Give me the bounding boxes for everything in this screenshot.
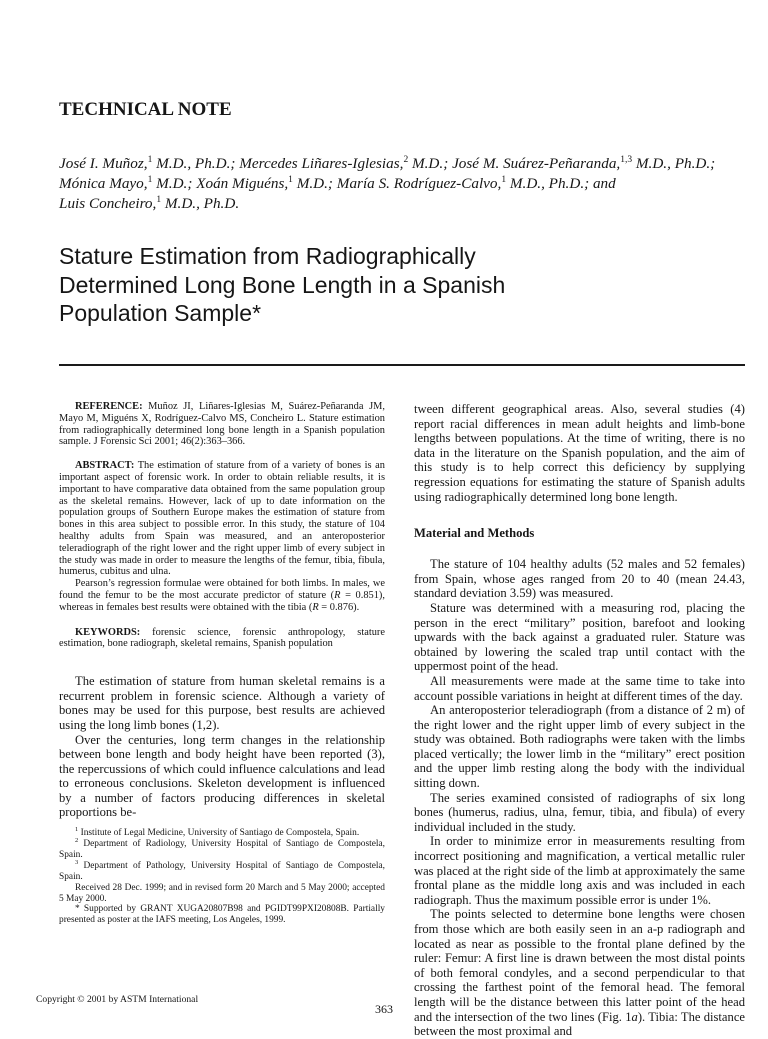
r-symbol: R [334,589,341,601]
right-column [414,402,745,1039]
section-label: TECHNICAL NOTE [59,99,232,120]
footnote-marker: 1 [75,825,79,833]
abstract-paragraph-2 [59,578,385,613]
abstract-text: The estimation of stature from of a variety of bones is an important aspect of forensic work. In order to obtain reliable results, it is important to have comparative data obtained from the same population group as the skeletal remains. However, lack of up to date information on the population groups of Southern Europe makes the estimation of stature from bones in this area subject to possible error. In this study, the stature of 104 healthy adults from Spain was measured, and an anteroposterior teleradiograph of the right lower and the right upper limb of every subject in the study was made in order to measure the lengths of the femur, tibia, fibula, humerus, cubitus and ulna. [59,460,385,578]
author-degrees: M.D.; [152,175,197,192]
author-name: Xoán Miguéns, [196,175,289,192]
section-heading: Material and Methods [414,526,535,541]
received-note: Received 28 Dec. 1999; and in revised form 20 March and 5 May 2000; accepted 5 May 2000. [59,882,385,904]
methods-paragraph: The series examined consisted of radiographs of six long bones (humerus, radius, ulna, femur, tibia, and fibula) of every individual included in the study. [414,790,745,834]
author-name: José I. Muñoz, [59,155,148,172]
footnotes [59,825,385,926]
reference-text: Muñoz JI, Liñares-Iglesias M, Suárez-Peñaranda JM, Mayo M, Miguéns X, Rodríguez-Calvo MS, Concheiro L. Stature estimation from radiographically determined long bone length in a Spanish population sample. J Forensic Sci 2001; 46(2):363–366. [59,401,385,448]
left-column [59,401,385,926]
intro-paragraph: The estimation of stature from human skeletal remains is a recurrent problem in forensic science. Although a variety of bones may be used for this purpose, best results are achieved using the long limb bones (1,2). [59,674,385,732]
support-note: * Supported by GRANT XUGA20807B98 and PGIDT99PXI20808B. Partially presented as poster at the IAFS meeting, Los Angeles, 1999. [59,904,385,926]
footnote-text: Department of Pathology, University Hospital of Santiago de Compostela, Spain. [59,860,385,882]
methods-text: ). Tibia: The distance between the most proximal and [414,1009,745,1039]
affiliation-marker: 2 [403,154,409,165]
footnote-marker: 2 [75,836,79,844]
keywords-text: forensic science, forensic anthropology, stature estimation, bone radiograph, skeletal remains, Spanish population [59,626,385,650]
affiliation-marker: 1 [147,154,153,165]
abstract-text: = 0.851), whereas in females best results were obtained with the tibia ( [59,589,385,613]
author-degrees: M.D.; [408,155,453,172]
title-line: Determined Long Bone Length in a Spanish [59,271,506,298]
figure-reference[interactable]: a [631,1009,638,1024]
reference-block [59,401,385,448]
abstract-text: = 0.876). [318,601,360,613]
keywords-block [59,627,385,651]
author-name: Mónica Mayo, [59,175,148,192]
methods-paragraph [414,907,745,1038]
title-divider [59,364,745,366]
footnote-text: Institute of Legal Medicine, University of Santiago de Compostela, Spain. [78,828,360,839]
author-degrees: M.D., Ph.D.; [632,155,716,172]
copyright-notice: Copyright © 2001 by ASTM International [36,994,199,1005]
methods-paragraph: The stature of 104 healthy adults (52 males and 52 females) from Spain, whose ages ranged from 20 to 40 (mean 24.43, standard deviation 3.59) was measured. [414,557,745,601]
abstract-block [59,460,385,578]
author-name: José M. Suárez-Peñaranda, [452,155,621,172]
footnote [59,836,385,861]
author-name: María S. Rodríguez-Calvo, [336,175,502,192]
r-symbol: R [312,601,319,613]
keywords-label: KEYWORDS: [75,626,141,638]
page-number: 363 [375,1002,393,1016]
reference-label: REFERENCE: [75,401,143,412]
abstract-text: Pearson’s regression formulae were obtained for both limbs. In males, we found the femur to be the most accurate predictor of stature ( [59,578,385,601]
methods-paragraph: Stature was determined with a measuring rod, placing the person in the erect “military” position, barefoot and looking upwards with the back against a graduated ruler. Stature was obtained by lowering the scaled trap until contact with the uppermost point of the head. [414,600,745,674]
affiliation-marker: 1 [288,174,293,185]
author-name: Luis Concheiro, [59,195,157,212]
methods-paragraph: All measurements were made at the same time to take into account possible variations in height at different times of the day. [414,673,745,703]
footnote-marker: 3 [75,858,79,866]
footnote [59,858,385,883]
author-degrees: M.D.; [292,175,337,192]
abstract-label: ABSTRACT: [75,460,135,472]
affiliation-marker: 1 [147,174,153,185]
author-degrees: M.D., Ph.D.; [152,155,240,172]
title-line: Stature Estimation from Radiographically [59,243,476,269]
author-degrees: M.D., Ph.D.; and [506,175,616,192]
author-list [59,154,749,214]
methods-text: The points selected to determine bone lengths were chosen from those which are both easily seen in an a-p radiograph and located as near as possible to the frontal plane defined by the ruler: Femur: A first line is drawn between the most distal points of both femoral condyles, and a second perpendicular to that crossing the farthest point of the femoral head. The femoral length will be the distance between this latter point of the head and the intersection of the two lines (Fig. 1 [414,907,745,1024]
intro-paragraph: Over the centuries, long term changes in the relationship between bone length and body height have been reported (3), the repercussions of which could influence calculations and lead to erroneous conclusions. Skeleton development is influenced by a number of factors producing differences in skeletal proportions be- [59,732,385,820]
affiliation-marker: 1,3 [620,154,633,165]
footnote [59,825,385,839]
title-line: Population Sample* [59,300,262,326]
methods-paragraph: An anteroposterior teleradiograph (from a distance of 2 m) of the right lower and the right upper limb of every subject in the study was obtained. Both radiographs were taken with the limbs placed vertically; the lower limb in the “military” erect position and the upper limb resting along the body with the individual sitting down. [414,703,745,791]
article-title [59,242,749,328]
footnote-text: Department of Radiology, University Hospital of Santiago de Compostela, Spain. [59,838,385,860]
intro-continuation: tween different geographical areas. Also, several studies (4) report racial differences in mean adult heights and limb-bone lengths between populations. At the time of writing, there is no data in the literature on the Spanish population, and the aim of this study is to help correct this deficiency by supplying regression equations for estimating the stature of Spanish adults using radiographically determined long bone length. [414,402,745,504]
affiliation-marker: 1 [156,194,162,205]
methods-paragraph: In order to minimize error in measurements resulting from incorrect positioning and magnification, a vertical metallic ruler was placed at the right side of the limb at approximately the same frontal plane as the middle long axis and was included in each radiograph. Thus the maximum possible error is under 1%. [414,834,745,907]
affiliation-marker: 1 [501,174,507,185]
author-name: Mercedes Liñares-Iglesias, [239,155,404,172]
author-degrees: M.D., Ph.D. [161,195,240,212]
